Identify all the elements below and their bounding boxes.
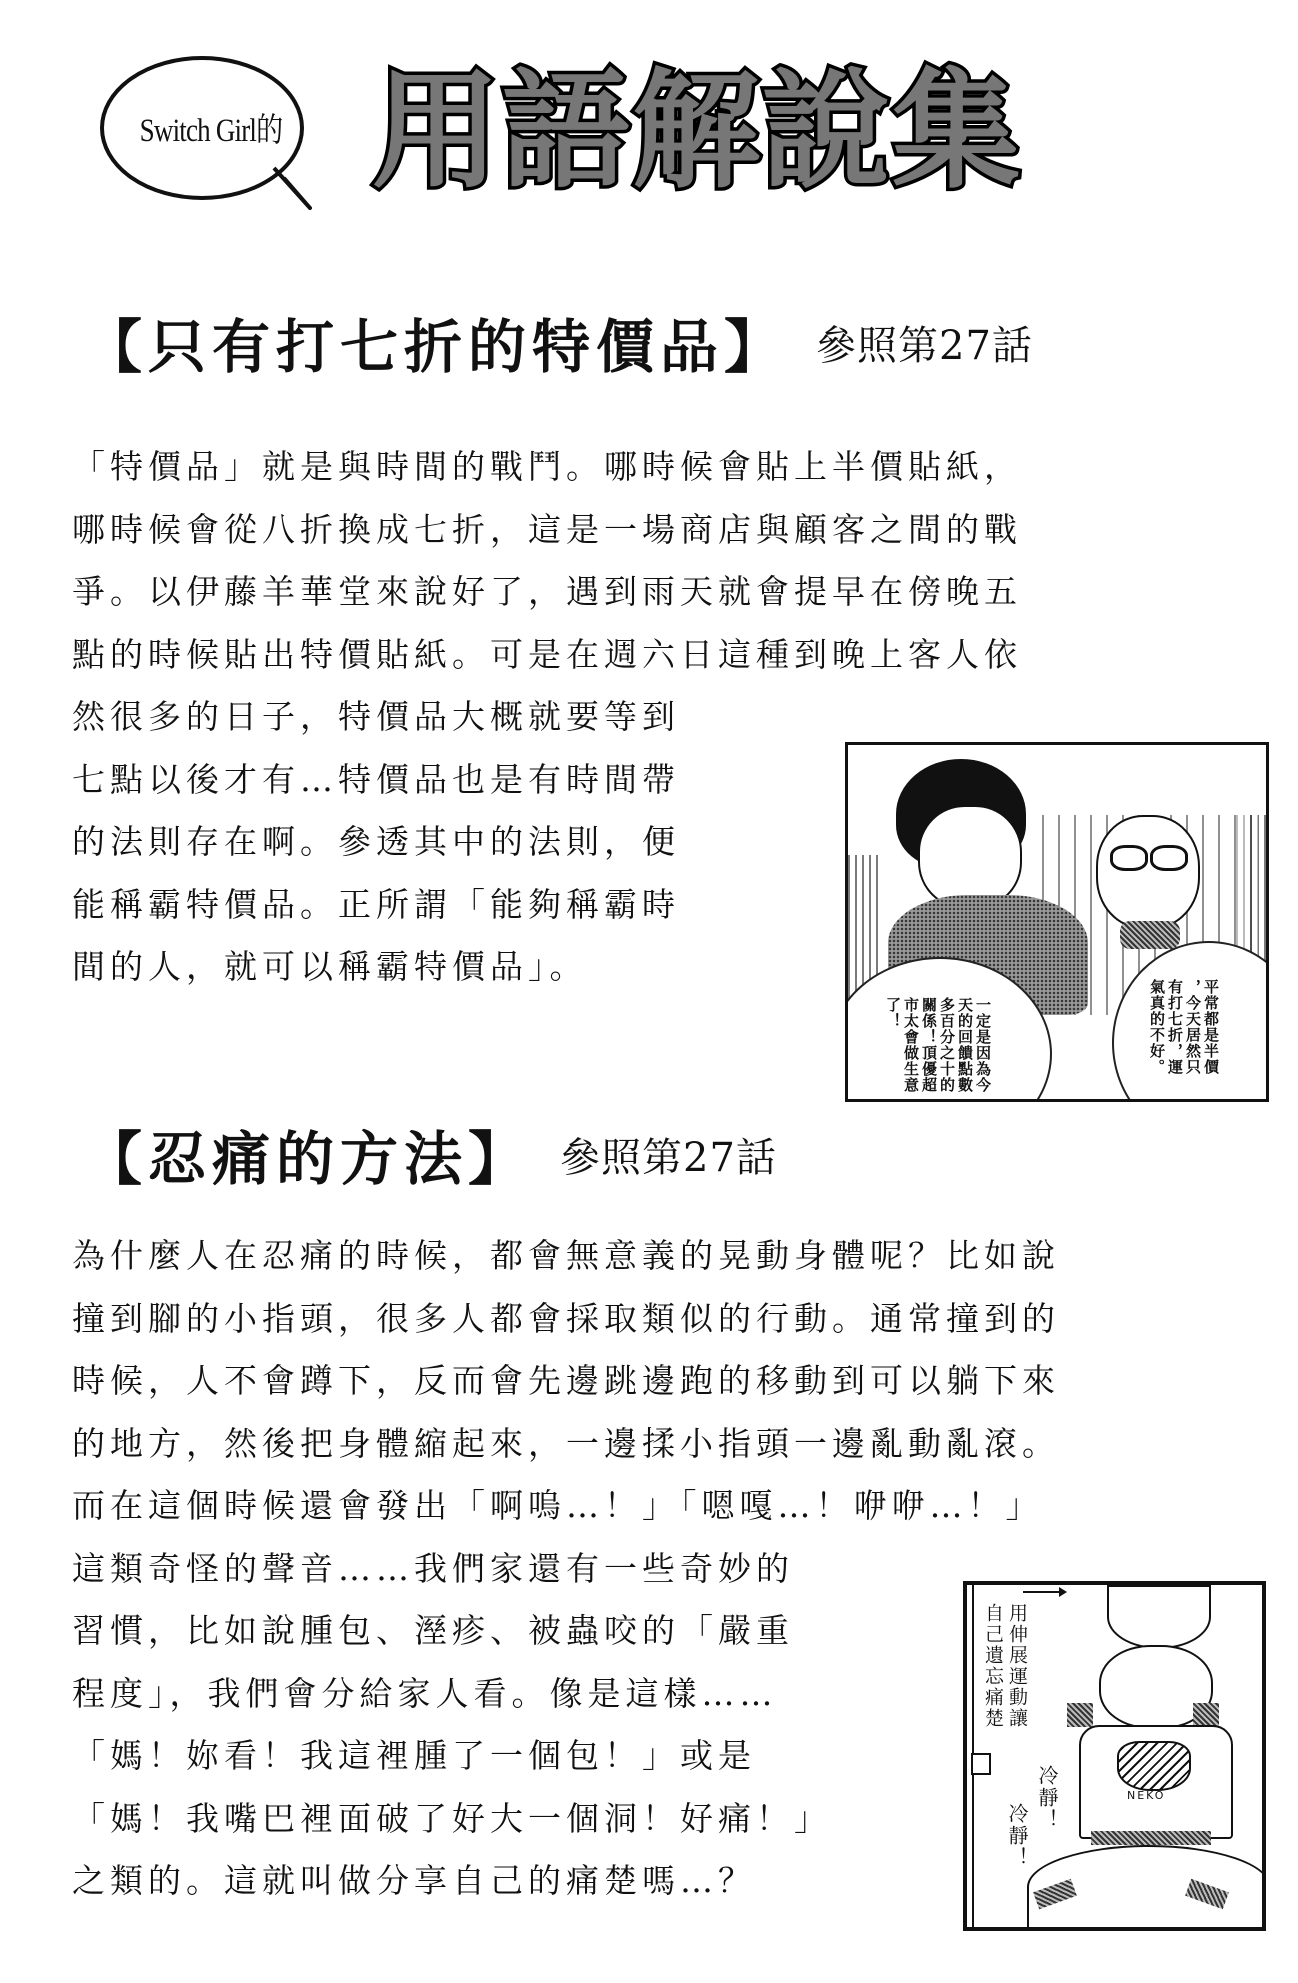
- waistband: [1091, 1831, 1211, 1845]
- character-face-glasses: [1096, 815, 1200, 929]
- section-title: 【忍痛的方法】: [84, 1125, 533, 1193]
- speech-bubble-logo: [96, 50, 318, 210]
- text-line: 哪時候會從八折換成七折，這是一場商店與顧客之間的戰: [72, 509, 1022, 549]
- character-face: [918, 805, 1022, 909]
- text-line: 之類的。這就叫做分享自己的痛楚嗎…？: [72, 1861, 756, 1900]
- sfx-calm-2: 冷靜！: [1005, 1803, 1029, 1869]
- door-handle-icon: [971, 1753, 991, 1775]
- glasses-icon: [1110, 845, 1148, 871]
- section-reference: 參照第27話: [560, 1134, 777, 1181]
- character-collar: [1120, 921, 1180, 949]
- arrow-right-icon: [1023, 1591, 1061, 1593]
- text-line: 這類奇怪的聲音……我們家還有一些奇妙的: [72, 1548, 794, 1588]
- text-line: 的地方，然後把身體縮起來，一邊揉小指頭一邊亂動亂滾。: [72, 1423, 1060, 1463]
- balloon-text-right: 平常都是半價 ，今天居然只 有打七折，運 氣真的不好。: [1148, 979, 1220, 1075]
- section-body-2: [72, 1225, 1060, 1913]
- section-heading-1: [84, 300, 1033, 384]
- text-line: 習慣，比如說腫包、溼疹、被蟲咬的「嚴重: [72, 1611, 794, 1650]
- text-line: 「特價品」就是與時間的戰鬥。哪時候會貼上半價貼紙，: [72, 447, 1022, 486]
- text-line: 「媽！我嘴巴裡面破了好大一個洞！好痛！」: [72, 1798, 832, 1838]
- bubble-text: Switch Girl的: [139, 113, 283, 149]
- section-heading-2: [84, 1112, 777, 1196]
- sfx-calm-1: 冷靜！: [1035, 1765, 1059, 1831]
- page-title: 用語解說集: [372, 57, 1023, 206]
- manga-panel-bargain: [845, 742, 1269, 1102]
- text-line: 七點以後才有…特價品也是有時間帶: [72, 759, 680, 799]
- balloon-text-left: 一定是因為今 天的回饋點數 多百分之十的 關係！頂優超 市太會做生意 了！: [884, 997, 992, 1093]
- panel-caption: 用伸展運動讓 自己遺忘痛楚: [982, 1603, 1028, 1729]
- text-line: 為什麼人在忍痛的時候，都會無意義的晃動身體呢？比如說: [72, 1236, 1060, 1275]
- text-line: 點的時候貼出特價貼紙。可是在週六日這種到晚上客人依: [72, 634, 1022, 674]
- text-line: 「媽！妳看！我這裡腫了一個包！」或是: [72, 1736, 756, 1775]
- text-line: 爭。以伊藤羊華堂來說好了，遇到雨天就會提早在傍晚五: [72, 572, 1022, 611]
- text-line: 的法則存在啊。參透其中的法則，便: [72, 822, 680, 861]
- character-head-top: [1107, 1585, 1211, 1649]
- text-line: 時候，人不會蹲下，反而會先邊跳邊跑的移動到可以躺下來: [72, 1361, 1060, 1400]
- text-line: 間的人，就可以稱霸特價品」。: [72, 947, 588, 986]
- section-title: 【只有打七折的特價品】: [84, 313, 789, 381]
- cat-face-print: [1117, 1741, 1191, 1791]
- text-line: 然很多的日子，特價品大概就要等到: [72, 697, 680, 736]
- text-line: 撞到腳的小指頭，很多人都會採取類似的行動。通常撞到的: [72, 1298, 1060, 1338]
- text-line: 能稱霸特價品。正所謂「能夠稱霸時: [72, 884, 680, 924]
- arrow-head-icon: [1059, 1587, 1067, 1597]
- sleeve-cuff: [1067, 1703, 1093, 1727]
- shirt-text: NEKO: [1127, 1789, 1166, 1802]
- text-line: 程度」，我們會分給家人看。像是這樣……: [72, 1673, 778, 1713]
- text-line: 而在這個時候還會發出「啊嗚…！」「嗯嘎…！咿咿…！」: [72, 1486, 1044, 1525]
- sleeve-cuff: [1193, 1703, 1219, 1727]
- section-reference: 參照第27話: [816, 322, 1033, 369]
- manga-panel-stretch: [963, 1581, 1266, 1931]
- glasses-icon: [1150, 845, 1188, 871]
